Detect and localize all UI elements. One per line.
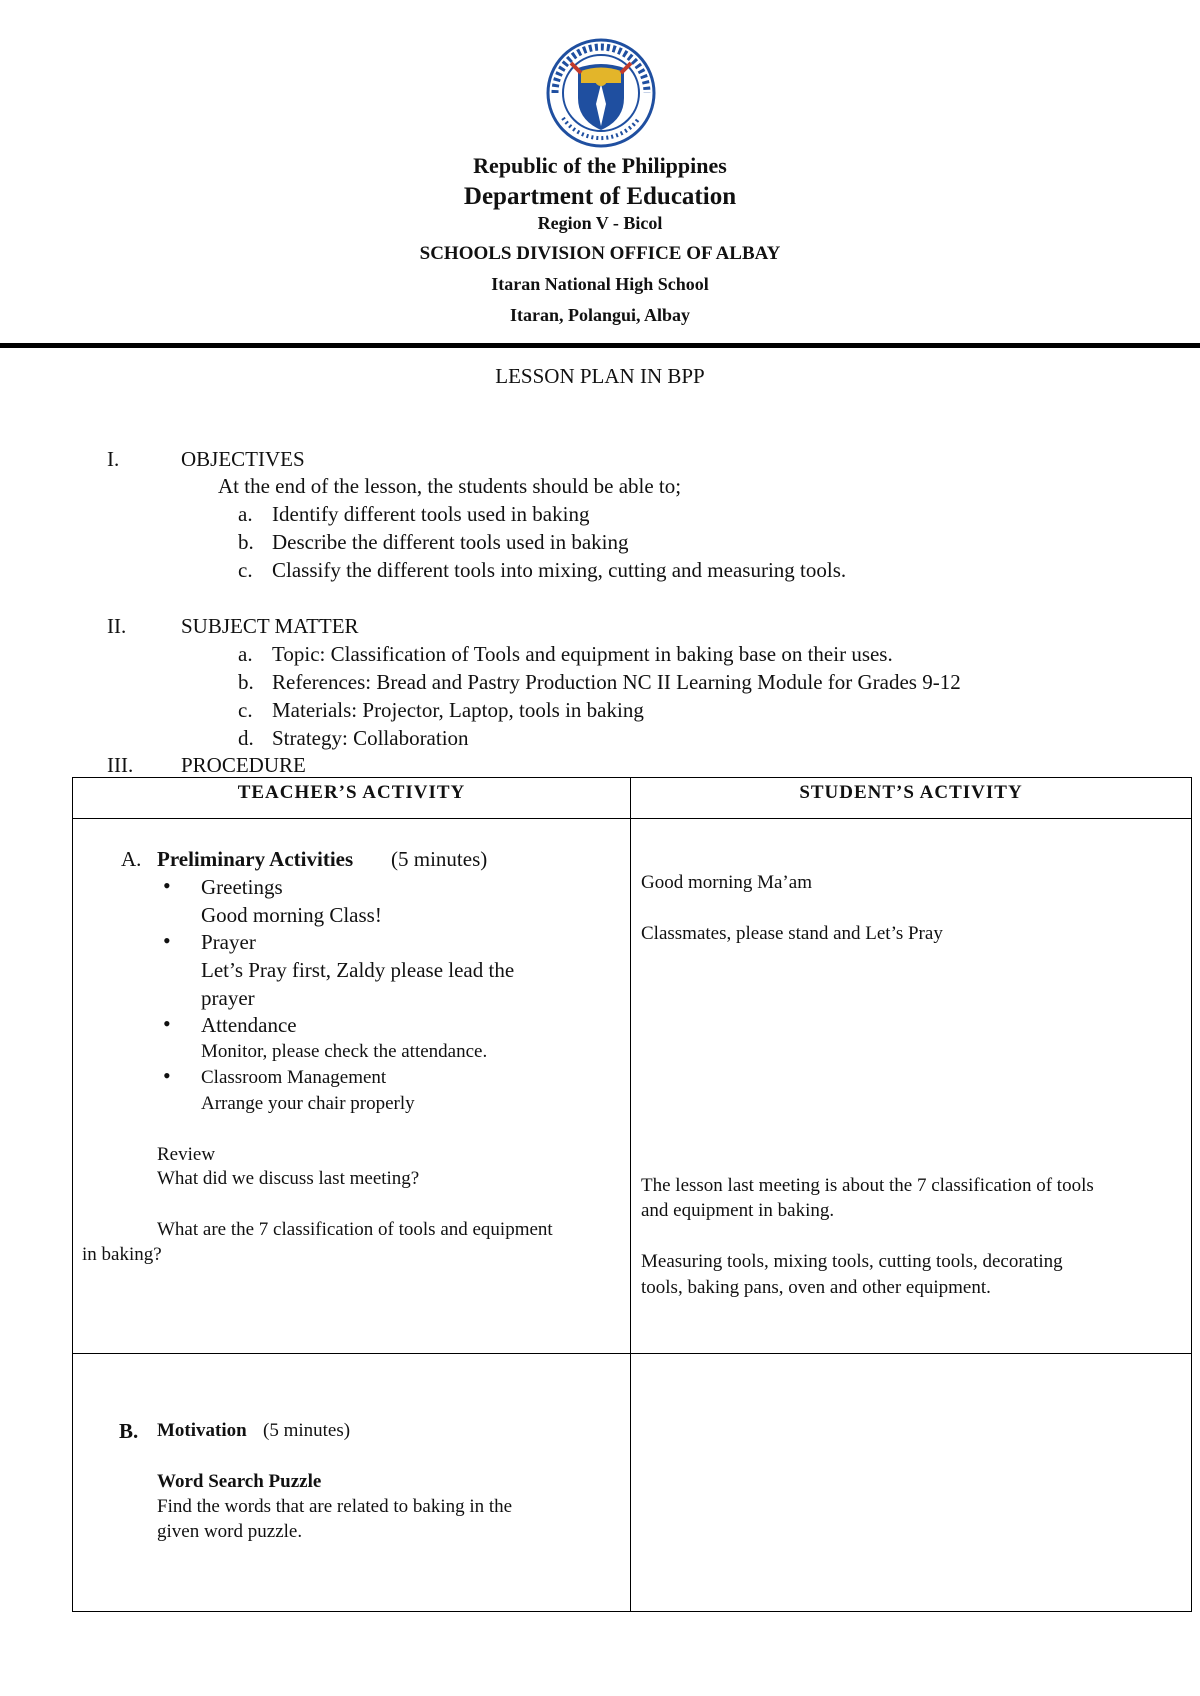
subject-matter-heading: SUBJECT MATTER xyxy=(181,614,359,638)
student-response: and equipment in baking. xyxy=(641,1200,835,1221)
objectives-heading: OBJECTIVES xyxy=(181,447,305,471)
teacher-cell-motivation xyxy=(73,1354,631,1612)
greetings-line: Good morning Class! xyxy=(201,903,382,927)
department-line: Department of Education xyxy=(463,183,737,210)
student-response: The lesson last meeting is about the 7 classification of tools xyxy=(641,1175,1094,1196)
student-response: Classmates, please stand and Let’s Pray xyxy=(641,923,943,944)
word-search-title: Word Search Puzzle xyxy=(157,1471,322,1492)
subject-matter-numeral: II. xyxy=(107,614,127,638)
motivation-instruction: Find the words that are related to baking in the xyxy=(157,1496,513,1517)
objectives-numeral: I. xyxy=(107,447,120,471)
procedure-numeral: III. xyxy=(107,753,134,777)
address-line: Itaran, Polangui, Albay xyxy=(509,305,691,325)
student-cell-motivation xyxy=(631,1354,1192,1612)
objective-letter: a. xyxy=(238,502,253,526)
subject-item: Topic: Classification of Tools and equipment in baking base on their uses. xyxy=(272,642,893,666)
teacher-activity-header: TEACHER’S ACTIVITY xyxy=(73,778,631,819)
prayer-label: Prayer xyxy=(201,930,256,954)
objective-item: Classify the different tools into mixing, cutting and measuring tools. xyxy=(272,558,847,582)
republic-line: Republic of the Philippines xyxy=(473,153,727,178)
preliminary-duration: (5 minutes) xyxy=(391,847,488,871)
deped-seal-logo xyxy=(541,38,661,148)
bullet-icon: • xyxy=(163,1011,171,1036)
classroom-label: Classroom Management xyxy=(201,1067,387,1088)
procedure-table xyxy=(72,777,1192,1612)
student-activity-header: STUDENT’S ACTIVITY xyxy=(631,778,1192,819)
attendance-label: Attendance xyxy=(201,1013,297,1037)
bullet-icon: • xyxy=(163,1063,171,1088)
region-line: Region V - Bicol xyxy=(537,213,663,233)
review-question: What are the 7 classification of tools and equipment xyxy=(157,1219,553,1240)
procedure-heading: PROCEDURE xyxy=(181,753,306,777)
greetings-label: Greetings xyxy=(201,875,283,899)
objective-letter: b. xyxy=(238,530,254,554)
objective-item: Describe the different tools used in baking xyxy=(272,530,629,554)
section-letter: B. xyxy=(119,1419,139,1443)
bullet-icon: • xyxy=(163,928,171,953)
classroom-line: Arrange your chair properly xyxy=(201,1093,415,1114)
subject-letter: b. xyxy=(238,670,254,694)
student-response: Measuring tools, mixing tools, cutting tools, decorating xyxy=(641,1251,1063,1272)
division-line: SCHOOLS DIVISION OFFICE OF ALBAY xyxy=(419,243,781,264)
attendance-line: Monitor, please check the attendance. xyxy=(201,1041,488,1062)
subject-letter: c. xyxy=(238,698,253,722)
subject-item: Materials: Projector, Laptop, tools in baking xyxy=(272,698,644,722)
lesson-plan-title: LESSON PLAN IN BPP xyxy=(495,364,705,388)
objective-item: Identify different tools used in baking xyxy=(272,502,590,526)
subject-item: References: Bread and Pastry Production NC II Learning Module for Grades 9-12 xyxy=(272,670,961,694)
motivation-instruction: given word puzzle. xyxy=(157,1521,303,1542)
section-letter: A. xyxy=(121,847,142,871)
prayer-line: prayer xyxy=(201,986,255,1010)
student-response: tools, baking pans, oven and other equipment. xyxy=(641,1277,991,1298)
bullet-icon: • xyxy=(163,873,171,898)
teacher-cell-preliminary xyxy=(73,819,631,1354)
motivation-title: Motivation xyxy=(157,1420,247,1441)
review-question: What did we discuss last meeting? xyxy=(157,1168,420,1189)
student-response: Good morning Ma’am xyxy=(641,872,812,893)
school-line: Itaran National High School xyxy=(491,274,709,294)
header-divider xyxy=(0,343,1200,348)
objectives-intro: At the end of the lesson, the students should be able to; xyxy=(218,474,682,498)
objective-letter: c. xyxy=(238,558,253,582)
subject-letter: a. xyxy=(238,642,253,666)
prayer-line: Let’s Pray first, Zaldy please lead the xyxy=(201,958,515,982)
motivation-duration: (5 minutes) xyxy=(263,1420,351,1441)
subject-letter: d. xyxy=(238,726,254,750)
review-question: in baking? xyxy=(82,1244,162,1265)
preliminary-title: Preliminary Activities xyxy=(157,847,354,871)
subject-item: Strategy: Collaboration xyxy=(272,726,469,750)
student-cell-preliminary xyxy=(631,819,1192,1354)
review-label: Review xyxy=(157,1144,216,1165)
